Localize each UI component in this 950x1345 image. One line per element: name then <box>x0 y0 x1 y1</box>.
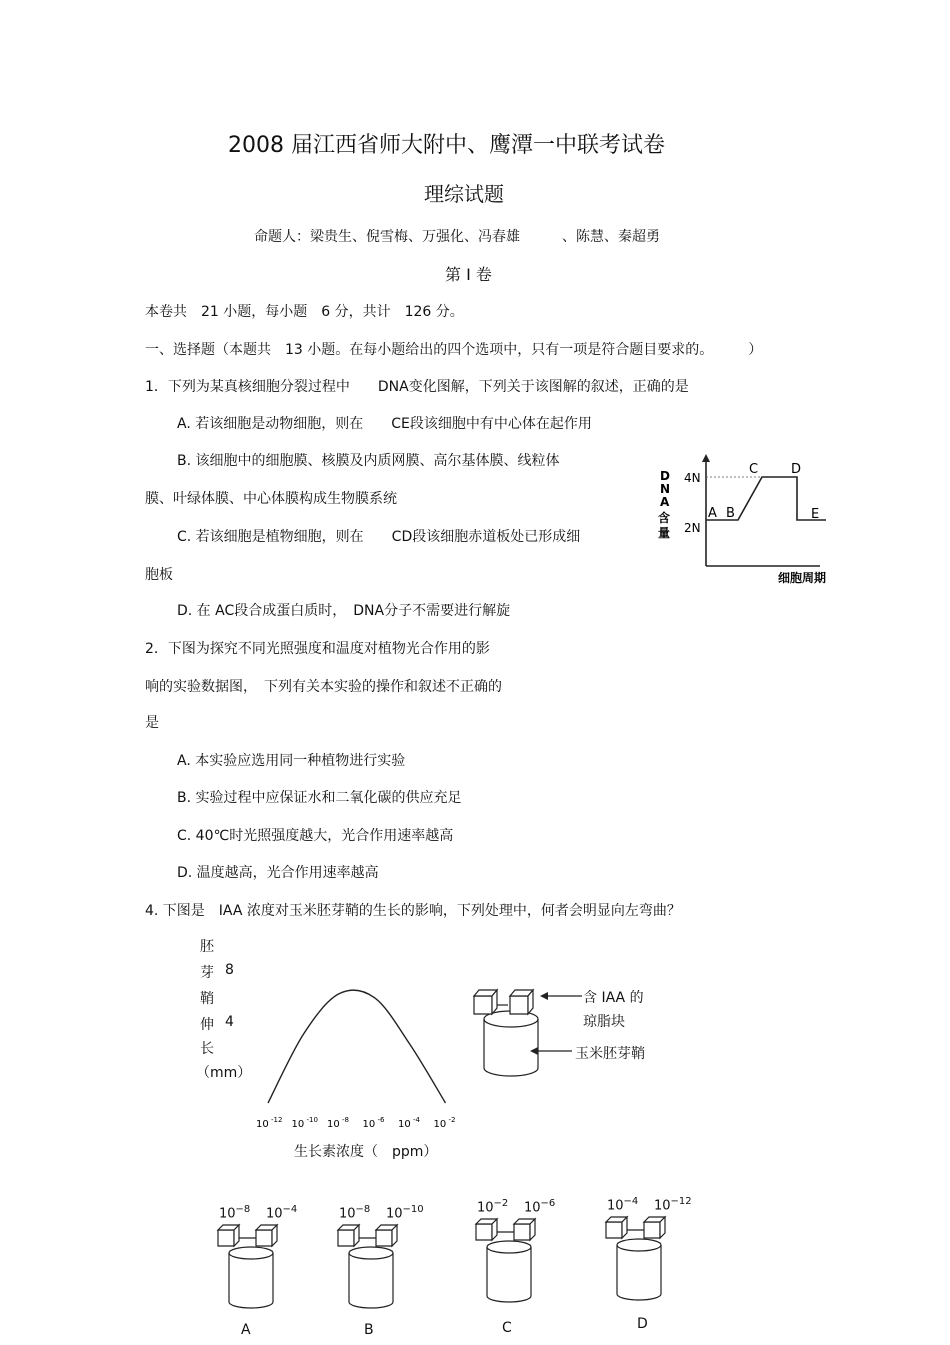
y-tick-4n: 4N <box>684 471 701 485</box>
volume-heading: 第 I 卷 <box>445 265 492 284</box>
q2-option-d: D. 温度越高，光合作用速率越高 <box>177 865 379 881</box>
y-label-char: 量 <box>658 526 671 540</box>
intro-line: 本卷共 21 小题，每小题 6 分，共计 126 分。 <box>145 304 464 320</box>
option-left-concentration: $10^{-4}$ <box>607 1196 639 1214</box>
x-axis-label: 细胞周期 <box>778 571 827 585</box>
option-right-concentration: $10^{-10}$ <box>386 1204 424 1222</box>
label-iaa-agar-line1: 含 IAA 的 <box>583 990 644 1006</box>
q2-option-b: B. 实验过程中应保证水和二氧化碳的供应充足 <box>177 790 462 806</box>
option-a-setup <box>214 1196 314 1316</box>
iaa-chart-ylabel-char: 芽 <box>200 965 214 981</box>
iaa-chart-ylabel-char: 胚 <box>200 939 214 955</box>
exam-subtitle: 理综试题 <box>424 182 504 206</box>
point-label-b: B <box>726 506 735 521</box>
option-letter-b: B <box>364 1322 374 1338</box>
x-tick-label: 10 $^{-8}$ <box>327 1116 349 1130</box>
point-label-d: D <box>791 462 802 477</box>
x-tick-label: 10 $^{-4}$ <box>398 1116 420 1130</box>
option-coleoptile-drawing <box>334 1222 424 1312</box>
label-iaa-agar-line2: 琼脂块 <box>583 1014 625 1030</box>
y-axis-arrow <box>702 454 710 462</box>
arrow-to-agar <box>538 989 584 1003</box>
authors-line: 命题人：梁贵生、倪雪梅、万强化、冯春雄 、陈慧、秦超勇 <box>254 229 660 245</box>
q4-stem: 4. 下图是 IAA 浓度对玉米胚芽鞘的生长的影响，下列处理中，何者会明显向左弯曲？ <box>145 903 681 919</box>
agar-block-left <box>474 990 497 1014</box>
option-left-concentration: $10^{-2}$ <box>477 1198 509 1216</box>
exam-title: 2008 届江西省师大附中、鹰潭一中联考试卷 <box>228 133 665 158</box>
option-d-setup <box>602 1188 702 1308</box>
q1-option-d: D. 在 AC段合成蛋白质时， DNA分子不需要进行解旋 <box>177 603 511 619</box>
q1-option-c-line1: C. 若该细胞是植物细胞，则在 CD段该细胞赤道板处已形成细 <box>177 529 581 545</box>
option-c-setup <box>472 1190 572 1310</box>
option-letter-c: C <box>502 1320 512 1336</box>
iaa-chart-yunit: （mm） <box>196 1065 252 1081</box>
label-coleoptile: 玉米胚芽鞘 <box>575 1046 645 1062</box>
q1-stem: 1．下列为某真核细胞分裂过程中 DNA变化图解，下列关于该图解的叙述，正确的是 <box>145 379 689 395</box>
iaa-chart-ytick-8: 8 <box>225 962 234 978</box>
q2-option-c: C. 40℃时光照强度越大，光合作用速率越高 <box>177 828 454 844</box>
q2-stem-line1: 2．下图为探究不同光照强度和温度对植物光合作用的影 <box>145 641 490 657</box>
y-label-char: D <box>660 469 670 483</box>
option-right-concentration: $10^{-6}$ <box>524 1198 556 1216</box>
option-letter-d: D <box>637 1316 648 1332</box>
option-right-concentration: $10^{-4}$ <box>266 1204 298 1222</box>
x-tick-label: 10 $^{-6}$ <box>362 1116 385 1130</box>
growth-curve-series <box>268 990 446 1103</box>
option-letter-a: A <box>241 1322 251 1338</box>
iaa-chart-xlabel: 生长素浓度（ ppm） <box>294 1144 438 1160</box>
iaa-chart-ylabel-char: 鞘 <box>200 991 214 1007</box>
q2-stem-line3: 是 <box>145 715 159 731</box>
option-coleoptile-drawing <box>214 1222 304 1312</box>
point-label-a: A <box>708 506 717 521</box>
x-tick-label: 10 $^{-2}$ <box>433 1116 456 1130</box>
iaa-chart-ylabel-char: 长 <box>200 1041 214 1057</box>
y-label-char: 含 <box>658 511 671 525</box>
q1-option-c-line2: 胞板 <box>145 567 173 583</box>
option-coleoptile-drawing <box>472 1216 562 1306</box>
dna-curve <box>706 477 826 520</box>
q2-stem-line2: 响的实验数据图， 下列有关本实验的操作和叙述不正确的 <box>145 679 502 695</box>
point-label-e: E <box>811 507 820 522</box>
option-coleoptile-drawing <box>602 1214 692 1304</box>
y-label-char: N <box>660 482 671 496</box>
iaa-chart-ylabel-char: 伸 <box>200 1017 214 1033</box>
x-tick-label: 10 $^{-12}$ <box>256 1116 283 1130</box>
q1-option-b-line2: 膜、叶绿体膜、中心体膜构成生物膜系统 <box>145 491 397 507</box>
option-right-concentration: $10^{-12}$ <box>654 1196 692 1214</box>
y-label-char: A <box>660 495 670 509</box>
iaa-chart-ytick-4: 4 <box>225 1014 234 1030</box>
option-left-concentration: $10^{-8}$ <box>339 1204 371 1222</box>
option-b-setup <box>334 1196 434 1316</box>
q1-option-b-line1: B. 该细胞中的细胞膜、核膜及内质网膜、高尔基体膜、线粒体 <box>177 453 560 469</box>
section-heading: 一、选择题（本题共 13 小题。在每小题给出的四个选项中，只有一项是符合题目要求的。 ） <box>145 342 763 358</box>
q1-option-a: A. 若该细胞是动物细胞，则在 CE段该细胞中有中心体在起作用 <box>177 416 592 432</box>
point-label-c: C <box>749 462 759 477</box>
arrow-to-coleoptile <box>528 1044 574 1058</box>
dna-graph <box>650 450 845 590</box>
q2-option-a: A. 本实验应选用同一种植物进行实验 <box>177 753 406 769</box>
x-tick-label: 10 $^{-10}$ <box>291 1116 318 1130</box>
iaa-growth-chart <box>250 985 465 1135</box>
option-left-concentration: $10^{-8}$ <box>219 1204 251 1222</box>
y-tick-2n: 2N <box>684 521 701 535</box>
agar-block-right <box>510 990 533 1014</box>
